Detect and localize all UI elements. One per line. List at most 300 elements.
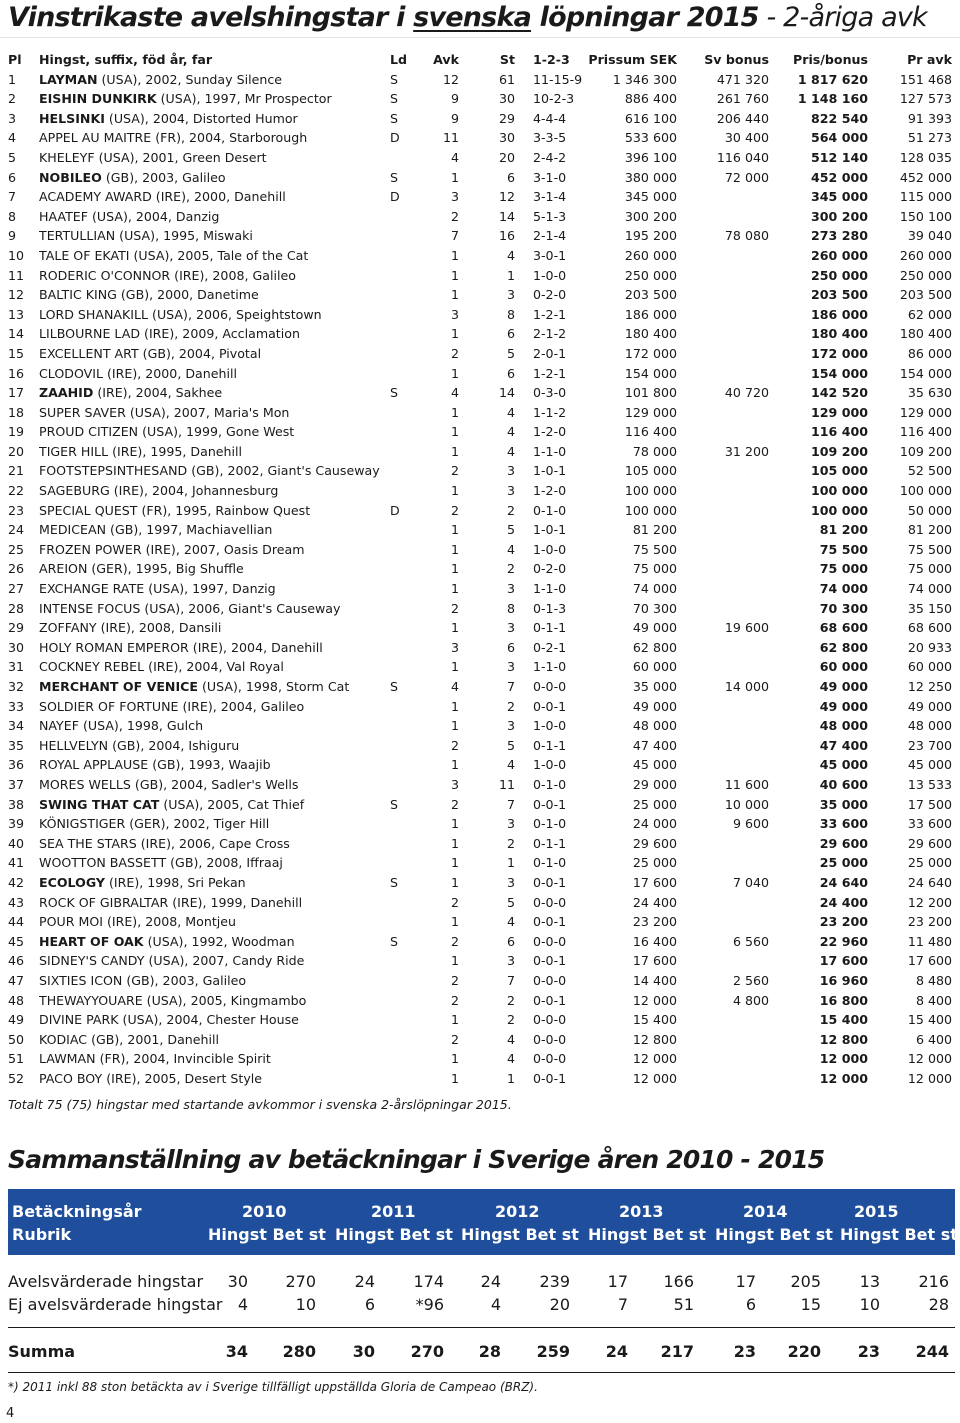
stallion-details: THEWAYYOUARE (USA), 2005, Kingmambo bbox=[39, 992, 307, 1008]
cell-per-avk: 15 400 bbox=[907, 1012, 952, 1028]
cell-prize: 17 600 bbox=[632, 874, 677, 890]
stallion-details: RODERIC O'CONNOR (IRE), 2008, Galileo bbox=[39, 267, 296, 283]
cell-bonus: 4 800 bbox=[732, 992, 769, 1008]
col-header-prize: Prissum SEK bbox=[588, 52, 677, 67]
cell-bonus bbox=[677, 324, 769, 344]
cell-avk: 2 bbox=[450, 208, 459, 224]
cell-bonus bbox=[677, 912, 769, 932]
table-row bbox=[0, 775, 960, 795]
stallion-details: SUPER SAVER (USA), 2007, Maria's Mon bbox=[39, 404, 290, 420]
coverage-row-label: Summa bbox=[8, 1342, 76, 1361]
cell-bonus: 2 560 bbox=[732, 972, 769, 988]
cell-per-avk: 51 273 bbox=[907, 130, 952, 146]
cell-avk: 1 bbox=[450, 404, 459, 420]
cell-placings: 0-0-1 bbox=[533, 992, 567, 1008]
coverage-bet-value: 259 bbox=[536, 1342, 570, 1361]
cell-bonus bbox=[677, 246, 769, 266]
col-header-avk: Avk bbox=[433, 52, 459, 67]
cell-prize-bonus: 260 000 bbox=[811, 247, 868, 263]
cell-bonus bbox=[677, 364, 769, 384]
cell-name bbox=[39, 520, 390, 540]
coverage-bet-value: 15 bbox=[800, 1295, 821, 1314]
cell-bonus bbox=[677, 755, 769, 775]
cell-avk: 2 bbox=[450, 463, 459, 479]
coverage-bet-value: 205 bbox=[790, 1272, 821, 1291]
stallion-details: FOOTSTEPSINTHESAND (GB), 2002, Giant's Causeway bbox=[39, 463, 380, 479]
stallion-details: LAWMAN (FR), 2004, Invincible Spirit bbox=[39, 1051, 271, 1067]
table-row bbox=[0, 814, 960, 834]
cell-bonus bbox=[677, 559, 769, 579]
cell-per-avk: 29 600 bbox=[907, 835, 952, 851]
cell-pl: 31 bbox=[8, 659, 25, 675]
cell-prize: 74 000 bbox=[632, 581, 677, 597]
cell-pl: 48 bbox=[8, 992, 25, 1008]
cell-pl: 14 bbox=[8, 326, 25, 342]
stallion-details: LORD SHANAKILL (USA), 2006, Speightstown bbox=[39, 306, 322, 322]
coverage-year-2014: 2014 bbox=[743, 1202, 788, 1221]
cell-pl: 8 bbox=[8, 208, 17, 224]
cell-bonus: 116 040 bbox=[716, 149, 769, 165]
stallion-details: (USA), 2002, Sunday Silence bbox=[97, 71, 282, 87]
cell-placings: 1-2-0 bbox=[533, 424, 567, 440]
cell-bonus bbox=[677, 403, 769, 423]
cell-st: 2 bbox=[506, 992, 515, 1008]
cell-placings: 0-0-1 bbox=[533, 1070, 567, 1086]
cell-ld bbox=[390, 364, 428, 384]
cell-prize-bonus: 109 200 bbox=[811, 443, 868, 459]
cell-per-avk: 109 200 bbox=[899, 443, 952, 459]
cell-prize-bonus: 16 800 bbox=[819, 992, 868, 1008]
table-row bbox=[0, 226, 960, 246]
cell-st: 30 bbox=[498, 91, 515, 107]
cell-prize: 616 100 bbox=[624, 110, 677, 126]
cell-name bbox=[39, 893, 390, 913]
coverage-bet-value: 244 bbox=[915, 1342, 949, 1361]
cell-avk: 1 bbox=[450, 914, 459, 930]
cell-pl: 7 bbox=[8, 189, 17, 205]
cell-prize-bonus: 172 000 bbox=[811, 345, 868, 361]
coverage-col-label: Hingst Bet st bbox=[588, 1225, 706, 1244]
cell-prize: 81 200 bbox=[632, 522, 677, 538]
cell-placings: 1-2-0 bbox=[533, 483, 567, 499]
cell-bonus: 261 760 bbox=[716, 91, 769, 107]
cell-st: 6 bbox=[506, 169, 515, 185]
cell-name bbox=[39, 187, 390, 207]
cell-avk: 1 bbox=[450, 483, 459, 499]
cell-st: 5 bbox=[506, 894, 515, 910]
cell-per-avk: 39 040 bbox=[907, 228, 952, 244]
cell-st: 6 bbox=[506, 933, 515, 949]
cell-pl: 20 bbox=[8, 443, 25, 459]
cell-prize: 195 200 bbox=[624, 228, 677, 244]
cell-per-avk: 116 400 bbox=[899, 424, 952, 440]
table-header-row bbox=[0, 50, 960, 70]
cell-ld bbox=[390, 814, 428, 834]
cell-bonus: 10 000 bbox=[724, 796, 769, 812]
coverage-bet-value: 220 bbox=[787, 1342, 821, 1361]
stallion-details: (USA), 2005, Cat Thief bbox=[159, 796, 305, 812]
cell-prize-bonus: 564 000 bbox=[811, 130, 868, 146]
divider bbox=[8, 1372, 955, 1373]
cell-st: 2 bbox=[506, 698, 515, 714]
cell-st: 61 bbox=[498, 71, 515, 87]
cell-avk: 3 bbox=[450, 189, 459, 205]
cell-pl: 33 bbox=[8, 698, 25, 714]
cell-prize-bonus: 24 400 bbox=[819, 894, 868, 910]
coverage-bet-value: 217 bbox=[660, 1342, 694, 1361]
cell-ld: D bbox=[390, 130, 400, 146]
cell-st: 6 bbox=[506, 365, 515, 381]
cell-ld bbox=[390, 599, 428, 619]
stallion-details: SEA THE STARS (IRE), 2006, Cape Cross bbox=[39, 835, 290, 851]
cell-per-avk: 17 500 bbox=[907, 796, 952, 812]
cell-avk: 2 bbox=[450, 737, 459, 753]
coverage-header-rubrik-row bbox=[8, 1225, 958, 1247]
cell-name bbox=[39, 814, 390, 834]
cell-name bbox=[39, 599, 390, 619]
coverage-hingst-value: 4 bbox=[237, 1295, 248, 1314]
cell-placings: 0-1-3 bbox=[533, 600, 567, 616]
cell-ld: S bbox=[390, 933, 398, 949]
cell-prize-bonus: 250 000 bbox=[811, 267, 868, 283]
stallion-details: ZOFFANY (IRE), 2008, Dansili bbox=[39, 620, 222, 636]
cell-prize: 62 800 bbox=[632, 639, 677, 655]
cell-prize: 533 600 bbox=[624, 130, 677, 146]
cell-name bbox=[39, 912, 390, 932]
cell-pl: 15 bbox=[8, 345, 25, 361]
cell-prize: 345 000 bbox=[624, 189, 677, 205]
cell-avk: 2 bbox=[450, 894, 459, 910]
cell-pl: 32 bbox=[8, 679, 25, 694]
cell-placings: 2-1-4 bbox=[533, 228, 567, 244]
cell-avk: 1 bbox=[450, 698, 459, 714]
table-row bbox=[0, 344, 960, 364]
cell-prize-bonus: 15 400 bbox=[819, 1012, 868, 1028]
cell-placings: 0-1-1 bbox=[533, 620, 567, 636]
cell-ld bbox=[390, 834, 428, 854]
cell-placings: 0-0-0 bbox=[533, 972, 567, 988]
cell-pl: 10 bbox=[8, 247, 25, 263]
cell-ld bbox=[390, 403, 428, 423]
cell-prize-bonus: 62 800 bbox=[819, 639, 868, 655]
table-row bbox=[0, 1049, 960, 1069]
cell-name bbox=[39, 226, 390, 246]
cell-per-avk: 129 000 bbox=[899, 404, 952, 420]
stallion-table bbox=[0, 50, 960, 1088]
cell-bonus: 78 080 bbox=[724, 228, 769, 244]
cell-placings: 1-1-2 bbox=[533, 404, 567, 420]
cell-prize: 29 600 bbox=[632, 835, 677, 851]
cell-prize: 47 400 bbox=[632, 737, 677, 753]
cell-per-avk: 33 600 bbox=[907, 816, 952, 832]
cell-bonus: 40 720 bbox=[724, 385, 769, 401]
cell-prize: 15 400 bbox=[632, 1012, 677, 1028]
coverage-hingst-value: 30 bbox=[352, 1342, 375, 1361]
cell-st: 5 bbox=[506, 345, 515, 361]
cell-avk: 1 bbox=[450, 169, 459, 185]
cell-ld bbox=[390, 1069, 428, 1089]
page-title: Vinstrikaste avelshingstar i svenska löpningar 2015 - 2-åriga avk bbox=[8, 2, 927, 33]
cell-ld bbox=[390, 912, 428, 932]
cell-pl: 36 bbox=[8, 757, 25, 773]
cell-st: 3 bbox=[506, 874, 515, 890]
cell-pl: 29 bbox=[8, 620, 25, 636]
cell-name bbox=[39, 89, 390, 109]
coverage-hingst-value: 6 bbox=[745, 1295, 756, 1314]
cell-per-avk: 128 035 bbox=[899, 149, 952, 165]
stallion-details: (IRE), 1998, Sri Pekan bbox=[105, 874, 246, 890]
col-header-st: St bbox=[499, 52, 515, 67]
stallion-name-bold: ECOLOGY bbox=[39, 874, 106, 890]
stallion-details: ROYAL APPLAUSE (GB), 1993, Waajib bbox=[39, 757, 271, 773]
cell-avk: 2 bbox=[450, 1031, 459, 1047]
cell-per-avk: 6 400 bbox=[915, 1031, 952, 1047]
cell-name bbox=[39, 873, 390, 893]
table-row bbox=[0, 187, 960, 207]
cell-avk: 1 bbox=[450, 718, 459, 734]
cell-avk: 1 bbox=[450, 365, 459, 381]
cell-st: 3 bbox=[506, 659, 515, 675]
cell-st: 8 bbox=[506, 306, 515, 322]
coverage-section-title: Sammanställning av betäckningar i Sverige åren 2010 - 2015 bbox=[8, 1145, 825, 1174]
stallion-details: KODIAC (GB), 2001, Danehill bbox=[39, 1031, 219, 1047]
cell-st: 4 bbox=[506, 404, 515, 420]
cell-ld bbox=[390, 1010, 428, 1030]
cell-placings: 1-1-0 bbox=[533, 581, 567, 597]
cell-bonus bbox=[677, 599, 769, 619]
cell-st: 1 bbox=[506, 855, 515, 871]
cell-placings: 0-1-0 bbox=[533, 502, 567, 518]
cell-per-avk: 86 000 bbox=[907, 345, 952, 361]
cell-pl: 46 bbox=[8, 953, 25, 969]
cell-ld bbox=[390, 951, 428, 971]
table-row bbox=[0, 70, 960, 90]
cell-prize: 203 500 bbox=[624, 287, 677, 303]
stallion-name-bold: EISHIN DUNKIRK bbox=[39, 91, 157, 107]
cell-st: 2 bbox=[506, 561, 515, 577]
cell-ld bbox=[390, 697, 428, 717]
cell-placings: 10-2-3 bbox=[533, 91, 575, 107]
cell-placings: 3-1-4 bbox=[533, 189, 567, 205]
cell-prize-bonus: 345 000 bbox=[811, 189, 868, 205]
cell-per-avk: 62 000 bbox=[907, 306, 952, 322]
cell-per-avk: 154 000 bbox=[899, 365, 952, 381]
cell-per-avk: 45 000 bbox=[907, 757, 952, 773]
cell-bonus: 30 400 bbox=[724, 130, 769, 146]
cell-ld bbox=[390, 305, 428, 325]
cell-placings: 2-1-2 bbox=[533, 326, 567, 342]
cell-per-avk: 203 500 bbox=[899, 287, 952, 303]
cell-placings: 0-0-0 bbox=[533, 894, 567, 910]
cell-prize-bonus: 17 600 bbox=[819, 953, 868, 969]
cell-ld bbox=[390, 638, 428, 658]
table-row bbox=[0, 559, 960, 579]
cell-prize-bonus: 822 540 bbox=[811, 110, 868, 126]
coverage-hingst-value: 7 bbox=[617, 1295, 628, 1314]
cell-prize: 886 400 bbox=[624, 91, 677, 107]
cell-pl: 4 bbox=[8, 130, 17, 146]
cell-avk: 3 bbox=[450, 639, 459, 655]
cell-prize: 100 000 bbox=[624, 483, 677, 499]
cell-avk: 1 bbox=[450, 267, 459, 283]
cell-placings: 0-2-0 bbox=[533, 287, 567, 303]
cell-prize-bonus: 40 600 bbox=[819, 776, 868, 792]
stallion-details: EXCHANGE RATE (USA), 1997, Danzig bbox=[39, 581, 276, 597]
coverage-col-label: Hingst Bet st bbox=[840, 1225, 958, 1244]
cell-st: 4 bbox=[506, 1031, 515, 1047]
cell-name bbox=[39, 266, 390, 286]
cell-ld bbox=[390, 755, 428, 775]
cell-placings: 0-1-0 bbox=[533, 816, 567, 832]
cell-ld bbox=[390, 853, 428, 873]
cell-bonus bbox=[677, 579, 769, 599]
table-row bbox=[0, 520, 960, 540]
cell-placings: 1-2-1 bbox=[533, 306, 567, 322]
cell-per-avk: 17 600 bbox=[907, 953, 952, 969]
cell-pl: 19 bbox=[8, 424, 25, 440]
cell-per-avk: 115 000 bbox=[899, 189, 952, 205]
stallion-details: LILBOURNE LAD (IRE), 2009, Acclamation bbox=[39, 326, 300, 342]
cell-avk: 1 bbox=[450, 757, 459, 773]
cell-name bbox=[39, 305, 390, 325]
cell-placings: 0-1-1 bbox=[533, 737, 567, 753]
stallion-details: ROCK OF GIBRALTAR (IRE), 1999, Danehill bbox=[39, 894, 303, 910]
coverage-bet-value: *96 bbox=[415, 1295, 444, 1314]
cell-ld bbox=[390, 618, 428, 638]
cell-name bbox=[39, 657, 390, 677]
footnote: *) 2011 inkl 88 ston betäckta av i Sverige tillfälligt uppställda Gloria de Campeao (BRZ). bbox=[8, 1380, 538, 1394]
cell-st: 7 bbox=[506, 796, 515, 812]
table-row bbox=[0, 638, 960, 658]
cell-ld bbox=[390, 579, 428, 599]
coverage-bet-value: 270 bbox=[285, 1272, 316, 1291]
table-row bbox=[0, 736, 960, 756]
cell-name bbox=[39, 677, 390, 697]
table-row bbox=[0, 168, 960, 188]
cell-prize: 48 000 bbox=[632, 718, 677, 734]
cell-prize-bonus: 24 640 bbox=[819, 874, 868, 890]
cell-pl: 39 bbox=[8, 816, 25, 832]
cell-per-avk: 11 480 bbox=[907, 933, 952, 949]
cell-placings: 11-15-9 bbox=[533, 71, 583, 87]
coverage-header-year-label: Betäckningsår bbox=[12, 1202, 142, 1221]
cell-name bbox=[39, 481, 390, 501]
cell-st: 16 bbox=[498, 228, 515, 244]
cell-prize: 14 400 bbox=[632, 972, 677, 988]
cell-name bbox=[39, 285, 390, 305]
cell-prize: 250 000 bbox=[624, 267, 677, 283]
stallion-table-body bbox=[0, 70, 960, 1089]
cell-prize-bonus: 81 200 bbox=[819, 522, 868, 538]
cell-st: 3 bbox=[506, 463, 515, 479]
cell-pl: 17 bbox=[8, 385, 25, 401]
cell-avk: 3 bbox=[450, 776, 459, 792]
stallion-name-bold: NOBILEO bbox=[39, 169, 102, 185]
cell-bonus bbox=[677, 481, 769, 501]
cell-name bbox=[39, 1069, 390, 1089]
stallion-name-bold: MERCHANT OF VENICE bbox=[39, 679, 198, 694]
cell-prize: 300 200 bbox=[624, 208, 677, 224]
cell-st: 1 bbox=[506, 1070, 515, 1086]
coverage-row bbox=[8, 1272, 955, 1294]
cell-placings: 5-1-3 bbox=[533, 208, 567, 224]
stallion-details: HOLY ROMAN EMPEROR (IRE), 2004, Danehill bbox=[39, 639, 323, 655]
cell-placings: 1-1-0 bbox=[533, 659, 567, 675]
cell-name bbox=[39, 383, 390, 403]
table-row bbox=[0, 501, 960, 521]
stallion-details: (IRE), 2004, Sakhee bbox=[93, 385, 223, 401]
stallion-details: SAGEBURG (IRE), 2004, Johannesburg bbox=[39, 483, 279, 499]
cell-st: 3 bbox=[506, 718, 515, 734]
cell-name bbox=[39, 168, 390, 188]
cell-prize: 116 400 bbox=[624, 424, 677, 440]
cell-name bbox=[39, 834, 390, 854]
coverage-row-label: Ej avelsvärderade hingstar bbox=[8, 1295, 223, 1314]
coverage-col-label: Hingst Bet st bbox=[461, 1225, 579, 1244]
stallion-details: INTENSE FOCUS (USA), 2006, Giant's Causeway bbox=[39, 600, 341, 616]
cell-prize-bonus: 49 000 bbox=[819, 679, 868, 694]
cell-ld bbox=[390, 540, 428, 560]
cell-prize-bonus: 452 000 bbox=[811, 169, 868, 185]
coverage-hingst-value: 30 bbox=[227, 1272, 248, 1291]
cell-bonus bbox=[677, 697, 769, 717]
cell-placings: 0-0-1 bbox=[533, 874, 567, 890]
stallion-details: PROUD CITIZEN (USA), 1999, Gone West bbox=[39, 424, 295, 440]
cell-bonus bbox=[677, 285, 769, 305]
cell-placings: 2-0-1 bbox=[533, 345, 567, 361]
cell-prize-bonus: 1 817 620 bbox=[797, 71, 868, 87]
cell-prize-bonus: 23 200 bbox=[819, 914, 868, 930]
cell-ld bbox=[390, 148, 428, 168]
cell-avk: 1 bbox=[450, 581, 459, 597]
table-row bbox=[0, 677, 960, 697]
cell-prize: 17 600 bbox=[632, 953, 677, 969]
cell-pl: 9 bbox=[8, 228, 17, 244]
stallion-details: ACADEMY AWARD (IRE), 2000, Danehill bbox=[39, 189, 286, 205]
stallion-details: (USA), 1997, Mr Prospector bbox=[156, 91, 332, 107]
cell-prize-bonus: 68 600 bbox=[819, 620, 868, 636]
cell-prize-bonus: 1 148 160 bbox=[797, 91, 868, 107]
cell-pl: 43 bbox=[8, 894, 25, 910]
cell-ld bbox=[390, 285, 428, 305]
cell-per-avk: 12 000 bbox=[907, 1070, 952, 1086]
coverage-header-rubrik-label: Rubrik bbox=[12, 1225, 72, 1244]
coverage-year-2011: 2011 bbox=[371, 1202, 416, 1221]
cell-pl: 22 bbox=[8, 483, 25, 499]
cell-pl: 45 bbox=[8, 933, 25, 949]
cell-ld: S bbox=[390, 874, 398, 890]
cell-avk: 12 bbox=[442, 71, 459, 87]
stallion-name-bold: SWING THAT CAT bbox=[39, 796, 160, 812]
stallion-details: CLODOVIL (IRE), 2000, Danehill bbox=[39, 365, 237, 381]
cell-st: 12 bbox=[498, 189, 515, 205]
table-row bbox=[0, 89, 960, 109]
cell-bonus bbox=[677, 834, 769, 854]
cell-bonus bbox=[677, 207, 769, 227]
cell-per-avk: 35 150 bbox=[907, 600, 952, 616]
cell-st: 3 bbox=[506, 483, 515, 499]
coverage-hingst-value: 23 bbox=[857, 1342, 880, 1361]
cell-pl: 6 bbox=[8, 169, 17, 185]
table-row bbox=[0, 461, 960, 481]
coverage-hingst-value: 10 bbox=[859, 1295, 880, 1314]
cell-prize: 129 000 bbox=[624, 404, 677, 420]
table-row bbox=[0, 383, 960, 403]
cell-prize-bonus: 100 000 bbox=[811, 483, 868, 499]
cell-per-avk: 260 000 bbox=[899, 247, 952, 263]
cell-bonus bbox=[677, 1049, 769, 1069]
table-row bbox=[0, 579, 960, 599]
